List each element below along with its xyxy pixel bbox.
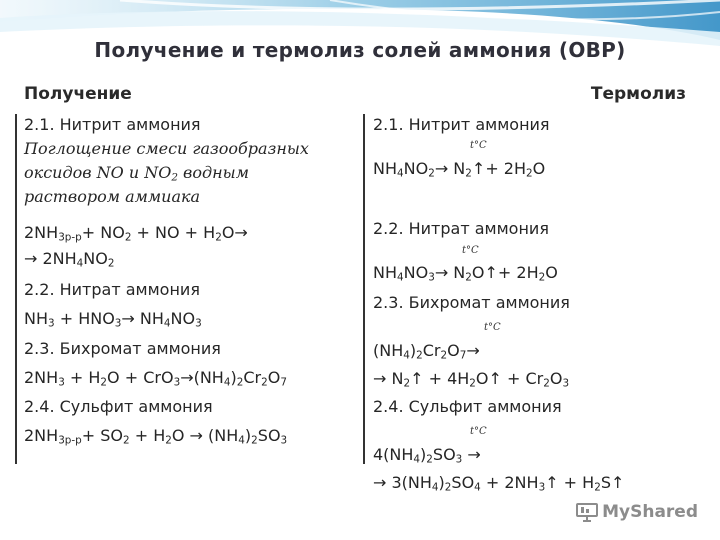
myshared-logo <box>576 502 698 522</box>
right-heading-dichromate: 2.3. Бихромат аммония <box>373 293 570 312</box>
right-heading-nitrite: 2.1. Нитрит аммония <box>373 115 550 134</box>
column-divider <box>363 114 365 464</box>
left-nitrite-description-line1: Поглощение смеси газообразных <box>24 139 309 158</box>
left-heading-nitrite: 2.1. Нитрит аммония <box>24 115 201 134</box>
left-nitrate-equation: $NH_3 + HNO_3\to NH_4NO_3$ <box>24 309 202 330</box>
temperature-label: t°C <box>470 426 487 437</box>
left-nitrite-equation-line1: $2NH_{3р-р}+ NO_2$ + NO + $H_2O\to$ <box>24 223 248 244</box>
temperature-label: t°C <box>484 322 501 333</box>
left-heading-dichromate: 2.3. Бихромат аммония <box>24 339 221 358</box>
right-nitrite-equation: $NH_4NO_2\to$ $N_2↑+ 2H_2O$ <box>373 159 546 180</box>
right-sulfite-equation-line2: → $3(NH_4)_2SO_4$ + $2NH_3↑$ + $H_2S↑$ <box>373 473 625 494</box>
left-heading-sulfite: 2.4. Сульфит аммония <box>24 397 213 416</box>
left-divider <box>15 114 17 464</box>
right-sulfite-equation-line1: $4(NH_4)_2SO_3$ → <box>373 445 481 466</box>
right-nitrate-equation: $NH_4NO_3\to$ $N_2O↑+ 2H_2O$ <box>373 263 558 284</box>
left-sulfite-equation: $2NH_{3р-р}+ SO_2 + H_2O \to (NH_4)_2SO_3$ <box>24 426 288 447</box>
left-heading-nitrate: 2.2. Нитрат аммония <box>24 280 200 299</box>
slide-title: Получение и термолиз солей аммония (ОВР) <box>94 38 626 62</box>
right-heading-nitrate: 2.2. Нитрат аммония <box>373 219 549 238</box>
left-nitrite-description-line2: оксидов NO и $NO_2$ водным <box>24 163 249 184</box>
right-dichromate-equation-line1: $(NH_4)_2Cr_2O_7\to$ <box>373 341 480 362</box>
left-dichromate-equation: $2NH_3 + H_2O + CrO_3\to(NH_4)_2Cr_2O_7$ <box>24 368 287 389</box>
presentation-board-icon <box>576 502 598 522</box>
left-column-header: Получение <box>24 84 132 104</box>
right-heading-sulfite: 2.4. Сульфит аммония <box>373 397 562 416</box>
temperature-label: t°C <box>470 140 487 151</box>
brand-name: MyShared <box>602 502 698 522</box>
right-column-header: Термолиз <box>590 84 686 104</box>
right-dichromate-equation-line2: → $N_2↑$ + $4H_2O↑ + Cr_2O_3$ <box>373 369 570 390</box>
left-nitrite-equation-line2: → $2NH_4NO_2$ <box>24 249 115 270</box>
left-nitrite-description-line3: раствором аммиака <box>24 187 201 206</box>
temperature-label: t°C <box>462 245 479 256</box>
